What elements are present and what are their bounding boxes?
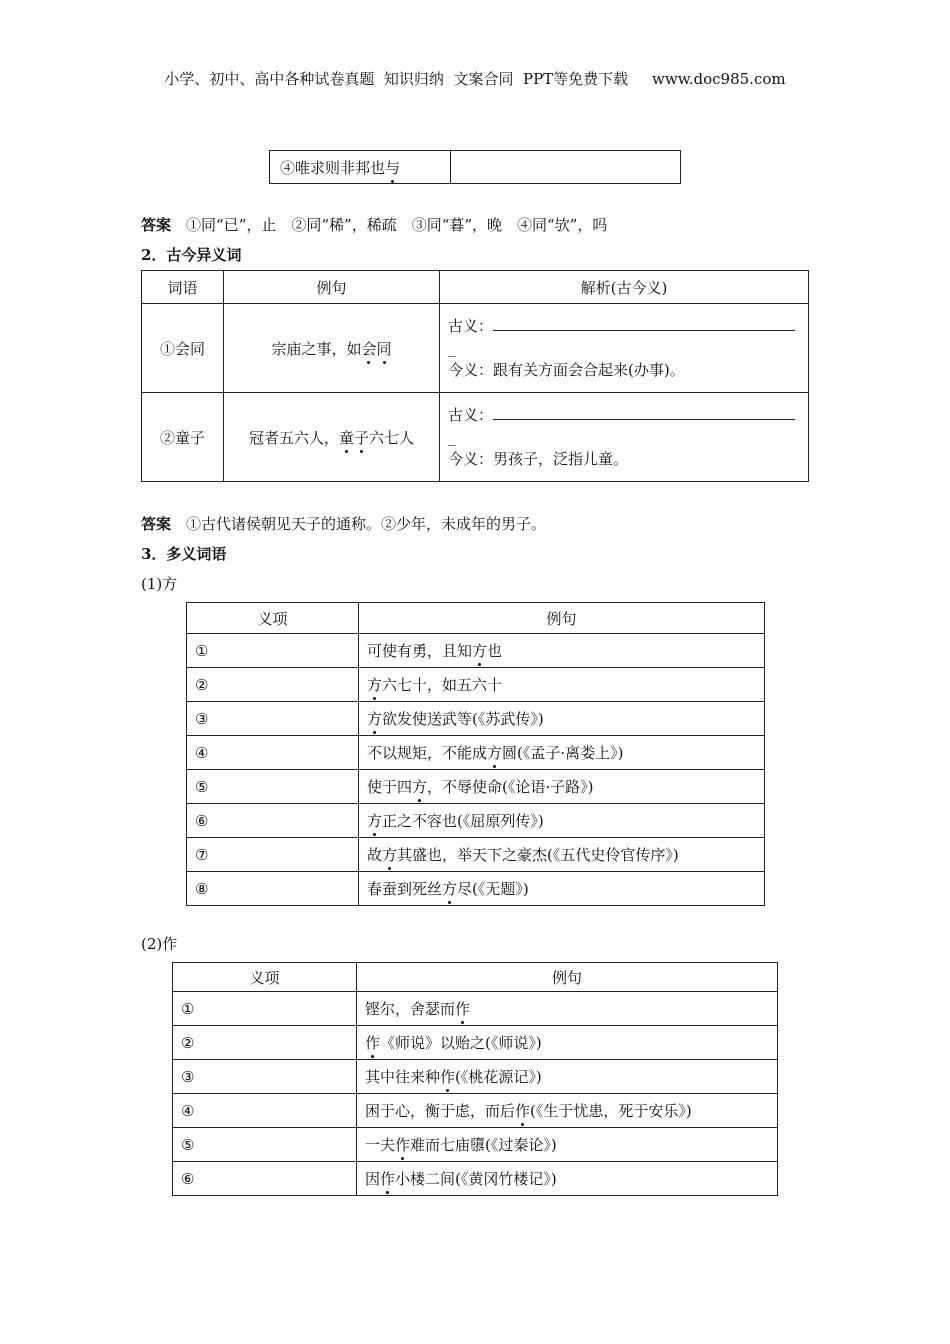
top-table-answer-cell <box>451 151 681 184</box>
example-sentence: 作《师说》以贻之(《师说》) <box>357 1026 778 1060</box>
gujin-sentence: 宗庙之事，如会同 <box>224 304 440 393</box>
example-sentence: 不以规矩，不能成方圆(《孟子·离娄上》) <box>359 736 765 770</box>
example-sentence: 故方其盛也，举天下之豪杰(《五代史伶官传序》) <box>359 838 765 872</box>
table-row <box>187 634 765 668</box>
table-row <box>187 770 765 804</box>
table-row <box>173 992 778 1026</box>
row-number: ⑤ <box>187 770 359 804</box>
table-row <box>187 736 765 770</box>
example-sentence: 方六七十，如五六十 <box>359 668 765 702</box>
zuo-table <box>172 962 778 1196</box>
example-sentence: 因作小楼二间(《黄冈竹楼记》) <box>357 1162 778 1196</box>
example-sentence: 其中往来种作(《桃花源记》) <box>357 1060 778 1094</box>
row-number: ⑥ <box>187 804 359 838</box>
fang-label: (1)方 <box>141 575 178 593</box>
row-number: ⑧ <box>187 872 359 906</box>
example-sentence: 可使有勇，且知方也 <box>359 634 765 668</box>
top-table-word: ④唯求则非邦也与 <box>270 151 451 184</box>
answer-blank[interactable] <box>493 316 795 331</box>
zuo-header-meaning: 义项 <box>173 963 357 992</box>
table-row <box>142 304 809 393</box>
answer-1: 答案 ①同“已”，止 ②同“稀”，稀疏 ③同“暮”，晚 ④同“欤”，吗 <box>141 216 608 234</box>
table-row <box>173 1026 778 1060</box>
answer-2: 答案 ①古代诸侯朝见天子的通称。②少年，未成年的男子。 <box>141 515 547 533</box>
fang-header-meaning: 义项 <box>187 603 359 634</box>
table-row <box>173 1128 778 1162</box>
table-row <box>187 838 765 872</box>
example-sentence: 使于四方，不辱使命(《论语·子路》) <box>359 770 765 804</box>
table-row <box>173 1094 778 1128</box>
table-row <box>173 1060 778 1094</box>
gujin-sentence: 冠者五六人，童子六七人 <box>224 393 440 482</box>
row-number: ⑥ <box>173 1162 357 1196</box>
row-number: ① <box>173 992 357 1026</box>
table-row <box>187 872 765 906</box>
gujin-word: ②童子 <box>142 393 224 482</box>
row-number: ③ <box>173 1060 357 1094</box>
gujin-header-sentence: 例句 <box>224 271 440 304</box>
gujin-analysis: 古义： _ 今义：男孩子，泛指儿童。 <box>440 393 809 482</box>
example-sentence: 方欲发使送武等(《苏武传》) <box>359 702 765 736</box>
row-number: ④ <box>173 1094 357 1128</box>
fang-header-example: 例句 <box>359 603 765 634</box>
zuo-header-example: 例句 <box>357 963 778 992</box>
top-table <box>269 150 681 184</box>
row-number: ② <box>187 668 359 702</box>
row-number: ⑤ <box>173 1128 357 1162</box>
row-number: ① <box>187 634 359 668</box>
row-number: ② <box>173 1026 357 1060</box>
row-number: ③ <box>187 702 359 736</box>
table-row <box>187 702 765 736</box>
row-number: ④ <box>187 736 359 770</box>
section-3-heading: 3．多义词语 <box>141 545 227 563</box>
example-sentence: 困于心，衡于虑，而后作(《生于忧患，死于安乐》) <box>357 1094 778 1128</box>
table-row <box>173 1162 778 1196</box>
table-row <box>142 393 809 482</box>
example-sentence: 方正之不容也(《屈原列传》) <box>359 804 765 838</box>
page-header: 小学、初中、高中各种试卷真题 知识归纳 文案合同 PPT等免费下载 www.doc985.com <box>164 70 786 88</box>
example-sentence: 一夫作难而七庙隳(《过秦论》) <box>357 1128 778 1162</box>
zuo-label: (2)作 <box>141 935 178 953</box>
row-number: ⑦ <box>187 838 359 872</box>
section-2-heading: 2．古今异义词 <box>141 246 242 264</box>
example-sentence: 春蚕到死丝方尽(《无题》) <box>359 872 765 906</box>
table-row <box>187 804 765 838</box>
example-sentence: 铿尔，舍瑟而作 <box>357 992 778 1026</box>
gujin-header-word: 词语 <box>142 271 224 304</box>
gujin-word: ①会同 <box>142 304 224 393</box>
fang-table <box>186 602 765 906</box>
table-row <box>187 668 765 702</box>
gujin-table <box>141 270 809 482</box>
answer-blank[interactable] <box>493 405 795 420</box>
gujin-analysis: 古义： _ 今义：跟有关方面会合起来(办事)。 <box>440 304 809 393</box>
gujin-header-analysis: 解析(古今义) <box>440 271 809 304</box>
